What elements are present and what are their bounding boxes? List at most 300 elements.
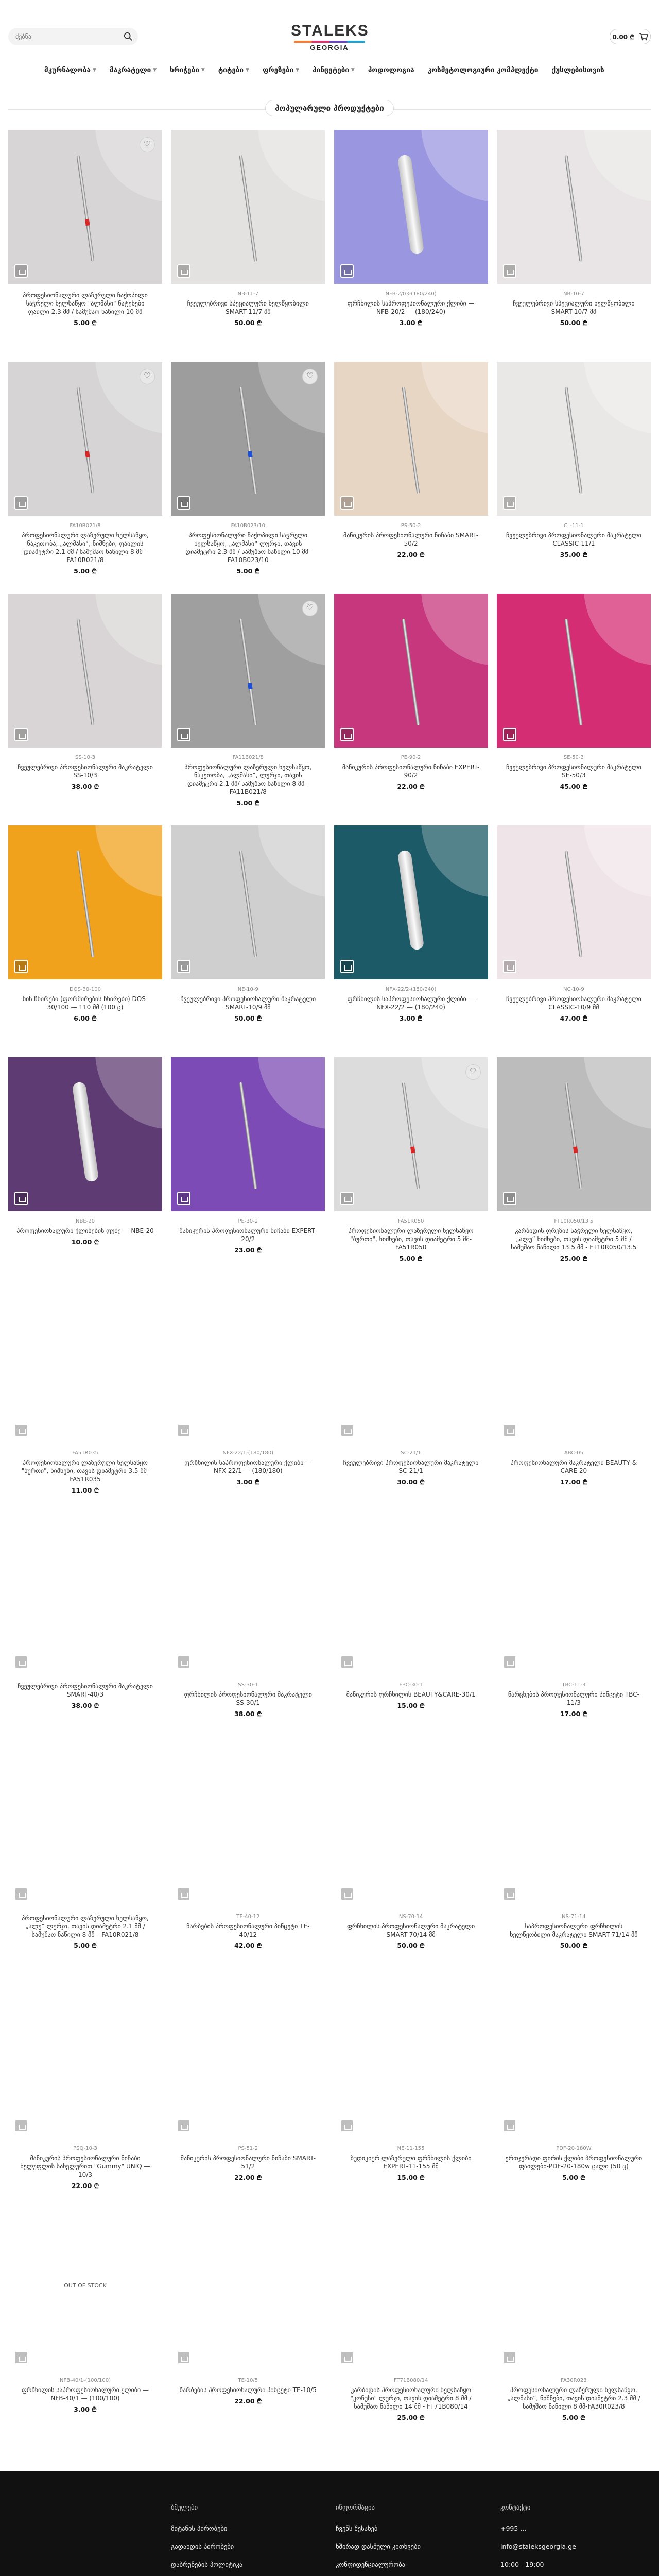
add-to-cart-icon[interactable] bbox=[14, 1655, 28, 1669]
product-tool-shape bbox=[76, 850, 94, 957]
wishlist-icon[interactable] bbox=[140, 137, 155, 152]
product-price: 15.00 ₾ bbox=[397, 1702, 425, 1709]
nav-item-label: მაკრატელი bbox=[109, 66, 151, 74]
product-name[interactable]: ფრჩხილის საპროფესიონალური ქლიბი — NFB-40/1 — (100/100) bbox=[22, 2386, 149, 2402]
add-to-cart-icon[interactable] bbox=[340, 1887, 354, 1901]
decor-shape bbox=[421, 362, 488, 434]
product-card[interactable] bbox=[334, 362, 488, 594]
product-price: 15.00 ₾ bbox=[397, 2174, 425, 2181]
add-to-cart-icon[interactable] bbox=[340, 264, 354, 278]
search-input[interactable] bbox=[8, 28, 116, 45]
product-sku: PS-50-2 bbox=[401, 523, 421, 529]
product-tool-shape bbox=[76, 155, 94, 262]
product-name[interactable]: ჩვეულებრივი პროფესიონალური მაკრატელი SMART-40/3 bbox=[18, 1683, 153, 1698]
footer-col-title: ბმულები bbox=[171, 2503, 198, 2511]
add-to-cart-icon[interactable] bbox=[503, 2119, 516, 2132]
add-to-cart-icon[interactable] bbox=[503, 1887, 516, 1901]
product-tool-shape bbox=[76, 618, 94, 725]
site-logo[interactable] bbox=[291, 23, 368, 52]
product-image[interactable] bbox=[497, 130, 651, 284]
product-price: 5.00 ₾ bbox=[236, 567, 260, 575]
product-name[interactable]: პროფესიონალური ჩაქოპილი საჭრელი ხელსაწყო, „ალმასი“ ლურჯი, თავის დიამეტრი 2.3 მმ / სამუშაო ნაწილი 10 მმ-FA10B023/10 bbox=[185, 532, 311, 564]
add-to-cart-icon[interactable] bbox=[340, 1423, 354, 1437]
product-price: 50.00 ₾ bbox=[560, 1942, 588, 1950]
product-card[interactable] bbox=[497, 362, 651, 594]
product-card[interactable] bbox=[8, 1057, 162, 1289]
product-image[interactable] bbox=[171, 594, 325, 748]
product-price: 45.00 ₾ bbox=[560, 783, 588, 790]
add-to-cart-icon[interactable] bbox=[340, 2119, 354, 2132]
footer-link[interactable]: დაბრუნების პოლიტიკა bbox=[171, 2561, 243, 2568]
product-name[interactable]: ერთჯერადი ფირის ქლიბი პროფესიონალური ფაილები-PDF-20-180w ცალი (50 ც) bbox=[505, 2155, 643, 2170]
product-name[interactable]: ჩვეულებრივი პროფესიონალური მაკრატელი SMART-10/9 მმ bbox=[180, 995, 316, 1011]
add-to-cart-icon[interactable] bbox=[503, 960, 516, 973]
add-to-cart-icon[interactable] bbox=[340, 1192, 354, 1205]
decor-shape bbox=[421, 825, 488, 897]
decor-shape bbox=[584, 362, 651, 434]
footer-link[interactable]: ჩვენს შესახებ bbox=[336, 2524, 378, 2532]
product-image[interactable] bbox=[334, 1985, 488, 2139]
nav-item[interactable] bbox=[263, 66, 299, 74]
cart-button[interactable] bbox=[610, 29, 651, 44]
product-name[interactable]: წარბების პროფესიონალური პინცეტი TE-10/5 bbox=[179, 2386, 317, 2394]
product-card[interactable] bbox=[334, 594, 488, 825]
footer-link[interactable]: მიტანის პირობები bbox=[171, 2524, 228, 2532]
product-sku: NBE-20 bbox=[76, 1218, 95, 1224]
chevron-down-icon: ▼ bbox=[153, 67, 157, 73]
product-price: 22.00 ₾ bbox=[71, 2182, 99, 2190]
product-card[interactable] bbox=[8, 1289, 162, 1521]
nav-item[interactable] bbox=[552, 66, 604, 74]
product-sku: NFB-40/1-(100/100) bbox=[59, 2378, 111, 2383]
product-sku: FA11B021/8 bbox=[232, 755, 264, 760]
product-card[interactable] bbox=[8, 1753, 162, 1985]
product-card[interactable] bbox=[8, 1521, 162, 1753]
product-image[interactable] bbox=[171, 2216, 325, 2370]
product-card[interactable] bbox=[171, 2216, 325, 2448]
nav-item[interactable] bbox=[368, 66, 414, 74]
logo-color-bar bbox=[294, 41, 365, 43]
product-image[interactable] bbox=[497, 1521, 651, 1675]
add-to-cart-icon[interactable] bbox=[340, 960, 354, 973]
wishlist-icon[interactable] bbox=[140, 369, 155, 384]
section-title: პოპულარული პროდუქტები bbox=[265, 100, 394, 116]
product-sku: NS-71-14 bbox=[562, 1914, 586, 1920]
add-to-cart-icon[interactable] bbox=[503, 1423, 516, 1437]
product-sku: SS-10-3 bbox=[75, 755, 95, 760]
product-image[interactable] bbox=[171, 825, 325, 979]
product-name[interactable]: ნარცხების პროფესიონალური პინცეტი TBC-11/3 bbox=[508, 1691, 639, 1706]
nav-item[interactable] bbox=[44, 66, 96, 74]
product-card[interactable] bbox=[334, 825, 488, 1057]
nav-item[interactable] bbox=[218, 66, 249, 74]
add-to-cart-icon[interactable] bbox=[503, 1655, 516, 1669]
product-sku: FA10R021/8 bbox=[70, 523, 101, 529]
product-price: 50.00 ₾ bbox=[234, 319, 262, 327]
product-name[interactable]: მანიკურის პროფესიონალური ნიჩაბი EXPERT-90/2 bbox=[342, 764, 480, 779]
product-name[interactable]: მანიკურის ფრჩხილის BEAUTY&CARE-30/1 bbox=[346, 1691, 476, 1698]
nav-item-label: პოდოლოგია bbox=[368, 66, 414, 74]
add-to-cart-icon[interactable] bbox=[503, 496, 516, 510]
product-card[interactable] bbox=[171, 1985, 325, 2216]
product-name[interactable]: ფრჩხილის პროფესიონალური მაკრატელი SS-30/1 bbox=[184, 1691, 312, 1706]
product-card[interactable] bbox=[171, 1289, 325, 1521]
product-card[interactable] bbox=[334, 1753, 488, 1985]
product-card[interactable] bbox=[171, 362, 325, 594]
cart-total: 0.00 ₾ bbox=[612, 33, 635, 41]
product-name[interactable]: ჩვეულებრივი პროფესიონალური მაკრატელი SE-50/3 bbox=[506, 764, 641, 779]
product-tool-shape bbox=[565, 386, 583, 494]
nav-item[interactable] bbox=[110, 66, 157, 74]
product-name[interactable]: ჩვეულებრივი პროფესიონალური მაკრატელი CLASSIC-11/1 bbox=[506, 532, 641, 547]
nav-item-label: პინცეტები bbox=[313, 66, 349, 74]
footer-hours: 10:00 - 19:00 bbox=[500, 2561, 544, 2568]
product-name[interactable]: ჩვეულებრივი სპეციალური ხელწყობილი SMART-10/7 მმ bbox=[513, 300, 635, 315]
footer-link[interactable]: კონფიდენციალურობა bbox=[336, 2561, 406, 2568]
product-price: 25.00 ₾ bbox=[397, 2414, 425, 2421]
add-to-cart-icon[interactable] bbox=[177, 2351, 190, 2364]
product-price: 47.00 ₾ bbox=[560, 1014, 588, 1022]
add-to-cart-icon[interactable] bbox=[503, 728, 516, 741]
product-card[interactable] bbox=[497, 130, 651, 362]
product-sku: PDF-20-180W bbox=[556, 2146, 592, 2151]
product-sku: DOS-30-100 bbox=[70, 987, 101, 992]
add-to-cart-icon[interactable] bbox=[177, 1655, 190, 1669]
search-box[interactable] bbox=[8, 28, 138, 45]
decor-shape bbox=[584, 130, 651, 202]
product-price: 25.00 ₾ bbox=[560, 1255, 588, 1262]
product-card[interactable] bbox=[497, 1985, 651, 2216]
product-price: 50.00 ₾ bbox=[560, 319, 588, 327]
add-to-cart-icon[interactable] bbox=[14, 2119, 28, 2132]
product-image[interactable] bbox=[8, 825, 162, 979]
add-to-cart-icon[interactable] bbox=[177, 264, 190, 278]
product-image[interactable] bbox=[497, 825, 651, 979]
add-to-cart-icon[interactable] bbox=[177, 728, 190, 741]
product-card[interactable] bbox=[497, 1521, 651, 1753]
product-name[interactable]: მანიკურის პროფესიონალური ნიჩაბი SMART-51/2 bbox=[180, 2155, 316, 2170]
decor-shape bbox=[421, 130, 488, 202]
product-card[interactable] bbox=[171, 1753, 325, 1985]
add-to-cart-icon[interactable] bbox=[14, 264, 28, 278]
product-tool-shape bbox=[76, 386, 94, 494]
product-card[interactable] bbox=[497, 2216, 651, 2448]
product-card[interactable] bbox=[334, 1985, 488, 2216]
product-card[interactable] bbox=[497, 1057, 651, 1289]
product-name[interactable]: ჩვეულებრივი სპეციალური ხელწყობილი SMART-11/7 მმ bbox=[187, 300, 309, 315]
product-sku: FA10B023/10 bbox=[231, 523, 266, 529]
add-to-cart-icon[interactable] bbox=[503, 264, 516, 278]
product-sku: PS-51-2 bbox=[238, 2146, 258, 2151]
product-sku: PE-90-2 bbox=[401, 755, 421, 760]
footer-col-links bbox=[171, 2503, 242, 2576]
product-name[interactable]: წარბების პროფესიონალური პინცეტი TE-40/12 bbox=[186, 1923, 310, 1938]
product-tool-shape bbox=[565, 618, 583, 725]
product-image[interactable] bbox=[8, 130, 162, 284]
add-to-cart-icon[interactable] bbox=[14, 960, 28, 973]
product-sku: TE-10/5 bbox=[238, 2378, 258, 2383]
product-name[interactable]: კარბიდის პროფესიონალური ხელსაწყო "კონუსი" ლურჯი, თავის დიამეტრი 8 მმ / სამუშაო ნაწილი 14 მმ - FT71B080/14 bbox=[350, 2386, 472, 2410]
nav-item-label: ქუსლებისთვის bbox=[551, 66, 604, 74]
product-price: 3.00 ₾ bbox=[399, 1014, 423, 1022]
product-image[interactable] bbox=[497, 594, 651, 748]
product-tool-shape bbox=[239, 850, 257, 957]
add-to-cart-icon[interactable] bbox=[14, 1192, 28, 1205]
product-image[interactable] bbox=[497, 1753, 651, 1907]
product-image[interactable] bbox=[171, 362, 325, 516]
product-sku: SS-30-1 bbox=[238, 1682, 258, 1688]
product-price: 5.00 ₾ bbox=[74, 319, 97, 327]
footer-col-contact bbox=[500, 2503, 576, 2576]
product-card[interactable] bbox=[8, 362, 162, 594]
footer-email[interactable]: info@staleksgeorgia.ge bbox=[500, 2543, 576, 2550]
product-name[interactable]: ჩვეულებრივი პროფესიონალური მაკრატელი CLASSIC-10/9 მმ bbox=[506, 995, 641, 1011]
product-image[interactable] bbox=[171, 1521, 325, 1675]
footer-col-info bbox=[336, 2503, 421, 2576]
add-to-cart-icon[interactable] bbox=[177, 1423, 190, 1437]
product-image[interactable] bbox=[171, 130, 325, 284]
product-sku: ABC-05 bbox=[564, 1450, 583, 1456]
product-image[interactable] bbox=[8, 2216, 162, 2370]
product-card[interactable] bbox=[171, 1521, 325, 1753]
nav-item-label: კოსმეტოლოგიური კომპლექტი bbox=[427, 66, 539, 74]
product-image[interactable] bbox=[497, 1985, 651, 2139]
product-name[interactable]: პროფესიონალური ლაზერული ხელსაწყო "ბურთი", ნიშნები, თავის დიამეტრი 5 მმ-FA51R050 bbox=[348, 1227, 474, 1251]
product-card[interactable] bbox=[8, 825, 162, 1057]
product-name[interactable]: ფრჩხილის პროფესიონალური მაკრატელი SMART-70/14 მმ bbox=[346, 1923, 475, 1938]
product-card[interactable] bbox=[497, 1289, 651, 1521]
product-sku: NE-11-155 bbox=[397, 2146, 425, 2151]
chevron-down-icon: ▼ bbox=[93, 67, 96, 73]
product-sku: PE-30-2 bbox=[238, 1218, 258, 1224]
product-price: 5.00 ₾ bbox=[74, 567, 97, 575]
chevron-down-icon: ▼ bbox=[246, 67, 249, 73]
product-image[interactable] bbox=[8, 362, 162, 516]
product-image[interactable] bbox=[171, 1057, 325, 1211]
product-sku: SC-21/1 bbox=[401, 1450, 421, 1456]
product-price: 3.00 ₾ bbox=[74, 2405, 97, 2413]
add-to-cart-icon[interactable] bbox=[14, 1423, 28, 1437]
cart-icon bbox=[639, 32, 648, 41]
product-image[interactable] bbox=[334, 362, 488, 516]
add-to-cart-icon[interactable] bbox=[177, 1192, 190, 1205]
product-price: 3.00 ₾ bbox=[236, 1478, 260, 1486]
add-to-cart-icon[interactable] bbox=[177, 1887, 190, 1901]
product-sku: NB-10-7 bbox=[563, 291, 584, 297]
product-image[interactable] bbox=[8, 1057, 162, 1211]
add-to-cart-icon[interactable] bbox=[14, 2351, 28, 2364]
product-image[interactable] bbox=[334, 594, 488, 748]
nav-item-label: ფრეზები bbox=[262, 66, 294, 74]
main-nav bbox=[44, 66, 604, 74]
product-price: 5.00 ₾ bbox=[562, 2174, 585, 2181]
product-card[interactable] bbox=[8, 594, 162, 825]
product-name[interactable]: პროფესიონალური ლაზერული ხელსაწყო, „ალუ“ ლურჯი, თავის დიამეტრი 2.1 მმ / სამუშაო ნაწილი 8 მმ – FA10R021/8 bbox=[22, 1914, 149, 1938]
product-price: 42.00 ₾ bbox=[234, 1942, 262, 1950]
product-tool-shape bbox=[402, 618, 420, 725]
product-card[interactable] bbox=[334, 2216, 488, 2448]
logo-main: STALEKS bbox=[291, 22, 369, 39]
product-price: 5.00 ₾ bbox=[562, 2414, 585, 2421]
product-image[interactable] bbox=[171, 1985, 325, 2139]
product-name[interactable]: პროფესიონალური ლაზერული ხელსაწყო "ბურთი", ნიშნები, თავის დიამეტრი 3,5 მმ-FA51R035 bbox=[21, 1459, 149, 1483]
product-sku: NC-10-9 bbox=[563, 987, 584, 992]
product-card[interactable] bbox=[497, 1753, 651, 1985]
product-price: 38.00 ₾ bbox=[71, 1702, 99, 1709]
product-card[interactable] bbox=[497, 825, 651, 1057]
product-tool-shape bbox=[239, 1082, 257, 1189]
product-sku: NFB-2/03-(180/240) bbox=[385, 291, 437, 297]
product-card[interactable] bbox=[8, 130, 162, 362]
product-image[interactable] bbox=[171, 1289, 325, 1443]
product-sku: CL-11-1 bbox=[564, 523, 584, 529]
product-image[interactable] bbox=[8, 1985, 162, 2139]
product-card[interactable] bbox=[497, 594, 651, 825]
product-name[interactable]: ჩვეულებრივი პროფესიონალური მაკრატელი SS-10/3 bbox=[18, 764, 153, 779]
product-card[interactable] bbox=[334, 1057, 488, 1289]
nav-item[interactable] bbox=[428, 66, 539, 74]
add-to-cart-icon[interactable] bbox=[177, 496, 190, 510]
footer-link[interactable]: ხშირად დასმული კითხვები bbox=[336, 2543, 421, 2550]
product-name[interactable]: პროფესიონალური ლაზერული ჩაქოპილი საჭრელი ხელსაწყო "ალმასი" ნატეხები ფაილი 2.3 მმ / სამუშაო ნაწილი 10 მმ bbox=[23, 292, 148, 315]
product-image[interactable] bbox=[334, 130, 488, 284]
product-sku: FA51R050 bbox=[397, 1218, 424, 1224]
add-to-cart-icon[interactable] bbox=[340, 496, 354, 510]
product-image[interactable] bbox=[334, 1753, 488, 1907]
product-name[interactable]: ფრჩხილის საპროფესიონალური ქლიბი — NFB-20/2 — (180/240) bbox=[347, 300, 475, 315]
product-price: 38.00 ₾ bbox=[71, 783, 99, 790]
product-price: 5.00 ₾ bbox=[399, 1255, 423, 1262]
product-image[interactable] bbox=[334, 2216, 488, 2370]
product-card[interactable] bbox=[334, 1289, 488, 1521]
product-name[interactable]: პროფესიონალური ქლიბების ფუძე — NBE-20 bbox=[16, 1227, 154, 1234]
footer-phone[interactable]: +995 ... bbox=[500, 2524, 527, 2532]
product-tool-shape bbox=[565, 155, 583, 262]
product-name[interactable]: კარბიდის ფრეზის საჭრელი ხელსაწყო, „ალუ“ ნიშნები, თავის დიამეტრი 5 მმ / სამუშაო ნაწილი 13.5 მმ - FT10R050/13.5 bbox=[511, 1227, 637, 1251]
add-to-cart-icon[interactable] bbox=[14, 1887, 28, 1901]
product-image[interactable] bbox=[497, 1057, 651, 1211]
product-image[interactable] bbox=[497, 2216, 651, 2370]
add-to-cart-icon[interactable] bbox=[340, 728, 354, 741]
product-image[interactable] bbox=[171, 1753, 325, 1907]
add-to-cart-icon[interactable] bbox=[177, 2119, 190, 2132]
product-tool-shape bbox=[565, 850, 583, 957]
product-tool-shape bbox=[402, 1082, 420, 1189]
product-name[interactable]: მანიკურის პროფესიონალური ნიჩაბი SMART-50/2 bbox=[343, 532, 479, 547]
footer-link[interactable]: გადახდის პირობები bbox=[171, 2543, 234, 2550]
product-image[interactable] bbox=[497, 362, 651, 516]
product-price: 17.00 ₾ bbox=[560, 1710, 588, 1718]
add-to-cart-icon[interactable] bbox=[503, 2351, 516, 2364]
site-header bbox=[0, 0, 659, 74]
product-price: 38.00 ₾ bbox=[234, 1710, 262, 1718]
decor-shape bbox=[95, 594, 162, 666]
footer-col-title: ინფორმაცია bbox=[336, 2503, 375, 2511]
nav-item-label: მკურნალობა bbox=[44, 66, 91, 74]
product-name[interactable]: პროფესიონალური ლაზერული ხელსაწყო, ნაკეთობა, „ალმასი“, ლურჯი, თავის დიამეტრი 2.1 მმ/ სამუშაო ნაწილი 8 მმ - FA11B021/8 bbox=[184, 764, 312, 795]
product-sku: TE-40-12 bbox=[236, 1914, 260, 1920]
product-sku: TBC-11-3 bbox=[562, 1682, 586, 1688]
product-image[interactable] bbox=[8, 1521, 162, 1675]
product-sku: FBC-30-1 bbox=[399, 1682, 423, 1688]
add-to-cart-icon[interactable] bbox=[177, 960, 190, 973]
product-image[interactable] bbox=[334, 1057, 488, 1211]
product-name[interactable]: ბუდიკიურ ლაზერული ფრჩხილის ქლიბი EXPERT-11-155 მმ bbox=[350, 2155, 472, 2170]
chevron-down-icon: ▼ bbox=[201, 67, 205, 73]
add-to-cart-icon[interactable] bbox=[340, 2351, 354, 2364]
product-image[interactable] bbox=[8, 594, 162, 748]
product-sku: SE-50-3 bbox=[563, 755, 584, 760]
product-price: 50.00 ₾ bbox=[397, 1942, 425, 1950]
product-image[interactable] bbox=[334, 1521, 488, 1675]
footer-col-title: კონტაქტი bbox=[500, 2503, 531, 2511]
product-card[interactable] bbox=[8, 1985, 162, 2216]
product-name[interactable]: მანიკურის პროფესიონალური ნიჩაბი ხელუფლის სახელურით "Gummy" UNIQ — 10/3 bbox=[20, 2155, 150, 2178]
product-price: 22.00 ₾ bbox=[397, 783, 425, 790]
product-name[interactable]: ფრჩხილის საპროფესიონალური ქლიბი — NFX-22/1 — (180/180) bbox=[184, 1459, 312, 1475]
wishlist-icon[interactable] bbox=[465, 1064, 481, 1080]
product-image[interactable] bbox=[334, 1289, 488, 1443]
product-card[interactable] bbox=[334, 130, 488, 362]
product-card[interactable] bbox=[334, 1521, 488, 1753]
nav-item[interactable] bbox=[313, 66, 355, 74]
product-card[interactable] bbox=[171, 130, 325, 362]
product-image[interactable] bbox=[334, 825, 488, 979]
decor-shape bbox=[584, 825, 651, 897]
add-to-cart-icon[interactable] bbox=[340, 1655, 354, 1669]
product-tool-shape bbox=[397, 154, 425, 255]
decor-shape bbox=[584, 594, 651, 666]
product-image[interactable] bbox=[497, 1289, 651, 1443]
product-image[interactable] bbox=[8, 1289, 162, 1443]
product-price: 22.00 ₾ bbox=[234, 2397, 262, 2405]
product-name[interactable]: ხის ჩხირები (ფორმირების ჩხირები) DOS-30/100 — 110 მმ (100 ც) bbox=[22, 995, 148, 1011]
product-price: 22.00 ₾ bbox=[397, 551, 425, 558]
product-price: 5.00 ₾ bbox=[74, 1942, 97, 1950]
product-image[interactable] bbox=[8, 1753, 162, 1907]
product-name[interactable]: მანიკურის პროფესიონალური ნიჩაბი EXPERT-20/2 bbox=[179, 1227, 317, 1243]
add-to-cart-icon[interactable] bbox=[14, 496, 28, 510]
product-name[interactable]: პროფესიონალური ლაზერული ხელსაწყო, „ალმასი“, ნიშნები, თავის დიამეტრი 2.3 მმ / სამუშაო ნაწილი 8 მმ-FA30R023/8 bbox=[507, 2386, 640, 2410]
chevron-down-icon: ▼ bbox=[296, 67, 300, 73]
section-header bbox=[8, 100, 651, 118]
product-sku: FA30R023 bbox=[561, 2378, 587, 2383]
product-tool-shape bbox=[239, 386, 257, 494]
product-card[interactable] bbox=[171, 1057, 325, 1289]
product-sku: NE-10-9 bbox=[237, 987, 258, 992]
product-sku: PSQ-10-3 bbox=[73, 2146, 97, 2151]
product-sku: FA51R035 bbox=[72, 1450, 98, 1456]
product-name[interactable]: ჩვეულებრივი პროფესიონალური მაკრატელი SC-21/1 bbox=[343, 1459, 479, 1475]
out-of-stock-label: OUT OF STOCK bbox=[64, 2282, 107, 2289]
product-tool-shape bbox=[397, 850, 425, 951]
add-to-cart-icon[interactable] bbox=[503, 1192, 516, 1205]
product-price: 6.00 ₾ bbox=[74, 1014, 97, 1022]
product-tool-shape bbox=[239, 618, 257, 725]
product-card[interactable] bbox=[171, 594, 325, 825]
search-icon[interactable] bbox=[124, 32, 133, 41]
product-card[interactable] bbox=[171, 825, 325, 1057]
product-sku: FT10R050/13.5 bbox=[554, 1218, 594, 1224]
product-card[interactable] bbox=[8, 2216, 162, 2448]
product-sku: FT71B080/14 bbox=[393, 2378, 428, 2383]
product-name[interactable]: ფრჩხილის საპროფესიონალური ქლიბი — NFX-22/2 — (180/240) bbox=[347, 995, 475, 1011]
add-to-cart-icon[interactable] bbox=[14, 728, 28, 741]
product-name[interactable]: პროფესიონალური მაკრატელი BEAUTY & CARE 20 bbox=[510, 1459, 637, 1475]
product-name[interactable]: საპროფესიონალური ფრჩხილის ხელწყობილი მაკრატელი SMART-71/14 მმ bbox=[510, 1923, 638, 1938]
nav-item[interactable] bbox=[170, 66, 205, 74]
product-name[interactable]: პროფესიონალური ლაზერული ხელსაწყო, ნაკეთობა, „ალმასი“, ნიშნები, ფაილის დიამეტრი 2.1 მმ / სამუშაო ნაწილი 8 მმ - FA10R021/8 bbox=[22, 532, 149, 564]
